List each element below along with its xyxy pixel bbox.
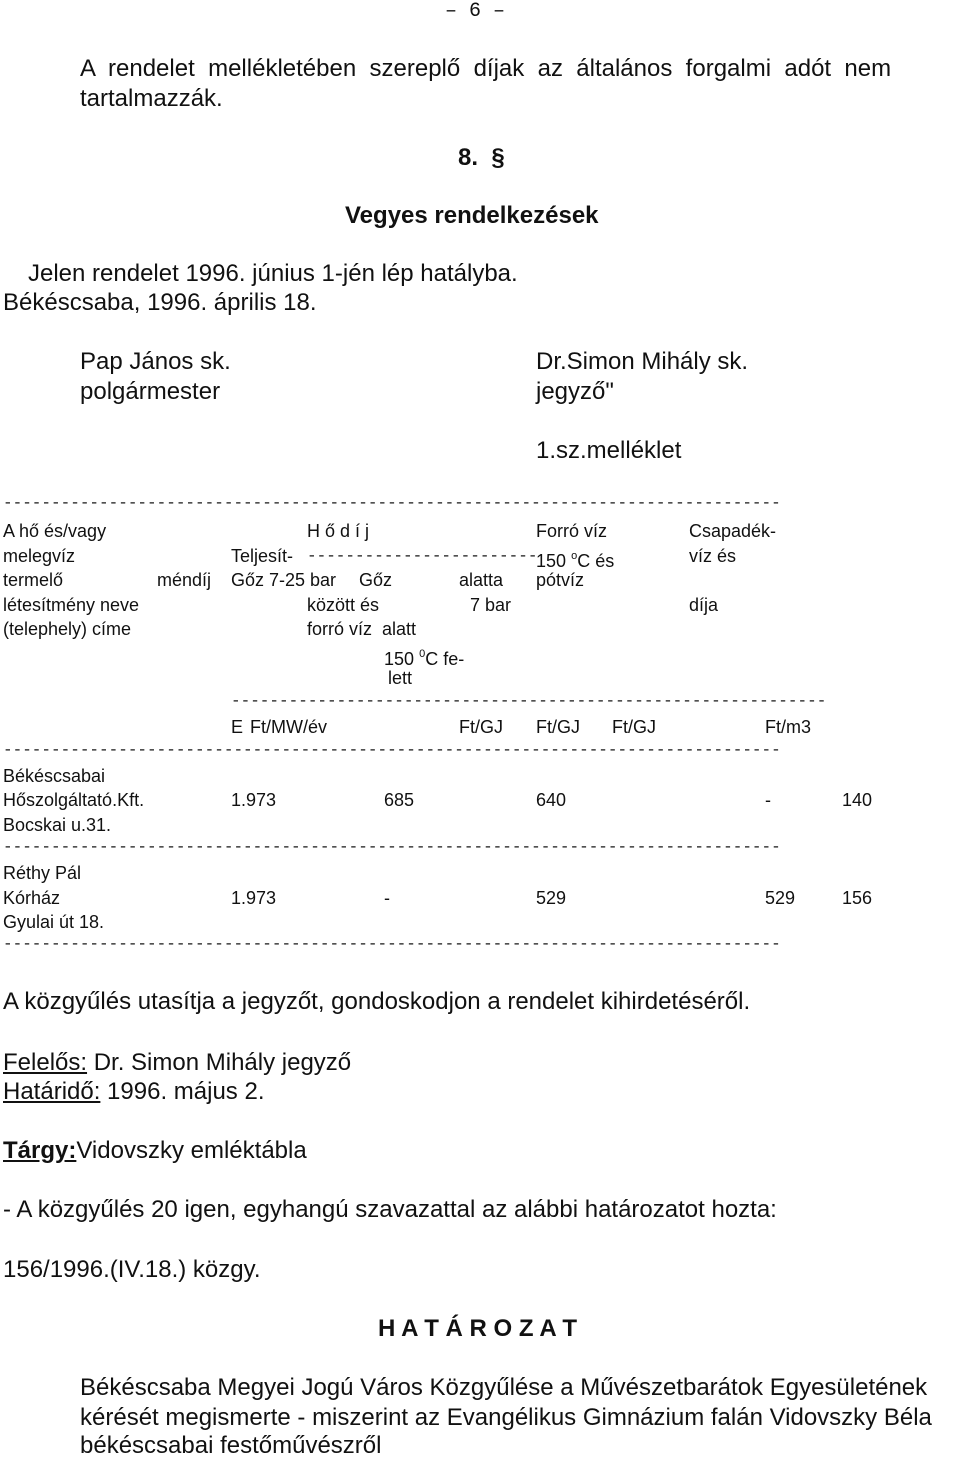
instruction: A közgyűlés utasítja a jegyzőt, gondoskodjon a rendelet kihirdetéséről.: [3, 988, 751, 1015]
row2-value-4: 529: [765, 888, 796, 908]
row1-value-2: 685: [384, 790, 415, 810]
responsible: [3, 1048, 351, 1078]
vote-statement: - A közgyűlés 20 igen, egyhangú szavazattal az alábbi határozatot hozta:: [3, 1196, 777, 1223]
row2-value-5: 156: [842, 888, 873, 908]
header-col2-teljesit: Teljesít-: [231, 546, 294, 566]
header-col3-line2: 150 $^o$C és: [536, 550, 615, 571]
body-line-3: békéscsabai festőművészről: [80, 1432, 382, 1459]
header-col1-line5: (telephely) címe: [3, 619, 132, 639]
header-col1-extra: méndíj: [157, 570, 212, 590]
deadline: [3, 1077, 265, 1107]
table-rule-bottom: ---------------------------------------------------------------------------------: [3, 935, 781, 953]
responsible-value: Dr. Simon Mihály jegyző: [87, 1049, 352, 1076]
unit-5: Ft/m3: [765, 717, 812, 737]
row1-value-4: -: [765, 790, 771, 810]
row1-name-line3: Bocskai u.31.: [3, 815, 112, 835]
header-col2-goz: Gőz: [359, 570, 393, 590]
body-line-1: Békéscsaba Megyei Jogú Város Közgyűlése a Művészetbarátok Egyesületének: [80, 1374, 928, 1401]
unit-2: Ft/GJ: [459, 717, 503, 737]
subject-label: Tárgy:: [3, 1137, 77, 1164]
intro-line-1: A rendelet mellékletében szereplő díjak az általános forgalmi adót nem: [80, 55, 892, 82]
header-col2-kozott: között és: [307, 595, 380, 615]
row2-value-1: 1.973: [231, 888, 277, 908]
header-col1-line2: melegvíz: [3, 546, 76, 566]
header-col2-alatta: alatta: [459, 570, 504, 590]
row1-name-line1: Békéscsabai: [3, 766, 106, 786]
row2-name-line3: Gyulai út 18.: [3, 912, 105, 932]
row2-name-line1: Réthy Pál: [3, 863, 82, 883]
row1-value-5: 140: [842, 790, 873, 810]
header-col2-7bar: 7 bar: [470, 595, 512, 615]
signature-right-title: jegyző": [536, 378, 614, 405]
intro-line-2: tartalmazzák.: [80, 85, 223, 112]
row1-name-line2: Hőszolgáltató.Kft.: [3, 790, 145, 810]
table-rule-top: ---------------------------------------------------------------------------------: [3, 494, 781, 512]
signature-left-title: polgármester: [80, 378, 221, 405]
deadline-value: 1996. május 2.: [100, 1078, 265, 1105]
resolution-title: H A T Á R O Z A T: [378, 1315, 578, 1342]
header-col4-line3: díja: [689, 595, 719, 615]
header-col2-goz-range: Gőz 7-25 bar: [231, 570, 337, 590]
row2-value-3: 529: [536, 888, 567, 908]
header-col4-line1: Csapadék-: [689, 521, 777, 541]
page-number: – 6 –: [445, 0, 506, 23]
unit-4: Ft/GJ: [612, 717, 656, 737]
header-col1-line4: létesítmény neve: [3, 595, 140, 615]
body-line-2: kérését megismerte - miszerint az Evangélikus Gimnázium falán Vidovszky Béla: [80, 1404, 932, 1431]
header-col2-dash: ------------------------: [307, 547, 538, 565]
unit-e: E: [231, 717, 244, 737]
resolution-number: 156/1996.(IV.18.) közgy.: [3, 1256, 261, 1283]
deadline-label: Határidő:: [3, 1078, 101, 1105]
header-col2-lett: lett: [388, 668, 413, 688]
header-col2-title: H ő d í j: [307, 521, 370, 541]
header-col2-forro: forró víz alatt: [307, 619, 417, 639]
section-title: Vegyes rendelkezések: [345, 202, 599, 229]
signature-left-name: Pap János sk.: [80, 348, 231, 375]
responsible-label: Felelős:: [3, 1049, 88, 1076]
table-rule-row1: ---------------------------------------------------------------------------------: [3, 838, 781, 856]
header-col1-line3: termelő: [3, 570, 64, 590]
subject-value: Vidovszky emléktábla: [76, 1137, 307, 1164]
unit-3: Ft/GJ: [536, 717, 580, 737]
table-rule-units: --------------------------------------------------------------: [231, 692, 827, 710]
header-col1-line1: A hő és/vagy: [3, 521, 107, 541]
signature-right-name: Dr.Simon Mihály sk.: [536, 348, 749, 375]
header-col4-line2: víz és: [689, 546, 737, 566]
row1-value-1: 1.973: [231, 790, 277, 810]
unit-1: Ft/MW/év: [250, 717, 327, 737]
section-number: 8. §: [458, 144, 505, 171]
table-rule-header-end: ---------------------------------------------------------------------------------: [3, 741, 781, 759]
header-col3-line1: Forró víz: [536, 521, 608, 541]
effective-date: Jelen rendelet 1996. június 1-jén lép hatályba.: [28, 260, 518, 287]
subject: [3, 1136, 307, 1166]
row2-name-line2: Kórház: [3, 888, 61, 908]
annex-label: 1.sz.melléklet: [536, 437, 682, 464]
row2-value-2: -: [384, 888, 390, 908]
header-col3-line3: pótvíz: [536, 570, 585, 590]
place-date: Békéscsaba, 1996. április 18.: [3, 289, 317, 316]
header-col2-150: 150 $^0$C fe-: [384, 648, 465, 669]
row1-value-3: 640: [536, 790, 567, 810]
